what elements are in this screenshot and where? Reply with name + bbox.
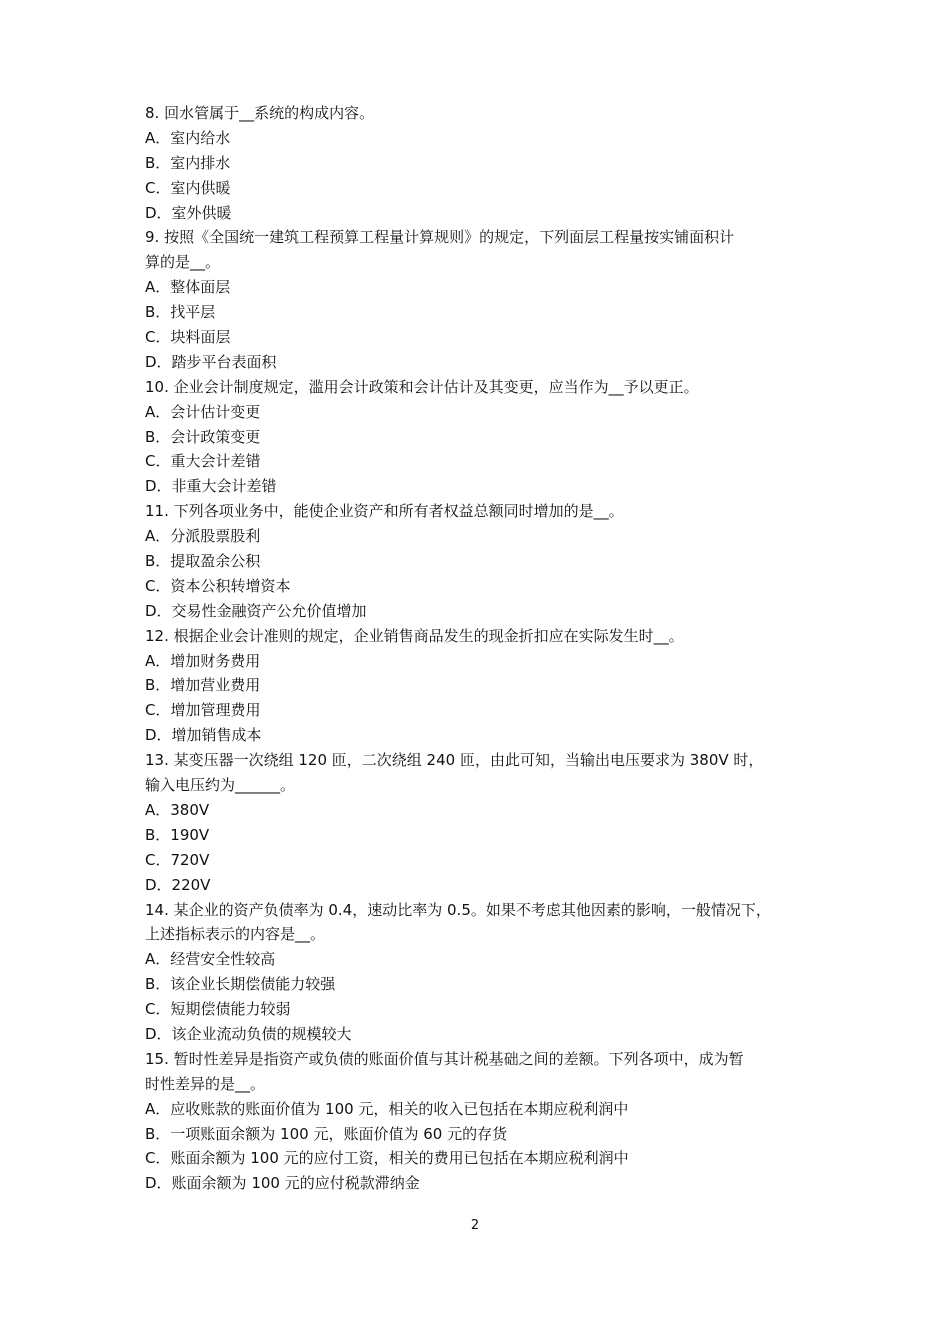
question-8: [145, 101, 815, 225]
option-d: D．增加销售成本: [145, 726, 262, 745]
option-d: D．踏步平台表面积: [145, 352, 277, 371]
option-a: A．经营安全性较高: [145, 950, 276, 969]
option-b: B．会计政策变更: [145, 427, 261, 446]
question-11: [145, 499, 815, 623]
option-c: C．账面余额为 100 元的应付工资，相关的费用已包括在本期应税利润中: [145, 1149, 629, 1168]
option-b: B．增加营业费用: [145, 676, 261, 695]
question-12: [145, 624, 815, 748]
option-a: A．会计估计变更: [145, 402, 261, 421]
option-d: D．室外供暖: [145, 203, 232, 222]
option-b: B．找平层: [145, 303, 216, 322]
question-text: 10. 企业会计制度规定，滥用会计政策和会计估计及其变更，应当作为__予以更正。: [145, 377, 699, 396]
option-b: B．该企业长期偿债能力较强: [145, 975, 336, 994]
question-text: 14. 某企业的资产负债率为 0.4，速动比率为 0.5。如果不考虑其他因素的影响，一般情况下，: [145, 900, 771, 919]
document-body: [145, 101, 815, 1196]
question-15: [145, 1047, 815, 1196]
option-c: C．室内供暖: [145, 178, 231, 197]
option-c: C．重大会计差错: [145, 452, 261, 471]
option-c: C．资本公积转增资本: [145, 576, 291, 595]
option-c: C．块料面层: [145, 328, 231, 347]
question-text: 8. 回水管属于__系统的构成内容。: [145, 104, 375, 122]
option-a: A．应收账款的账面价值为 100 元，相关的收入已包括在本期应税利润中: [145, 1099, 629, 1118]
option-b: B．一项账面余额为 100 元，账面价值为 60 元的存货: [145, 1124, 508, 1143]
question-text: 15. 暂时性差异是指资产或负债的账面价值与其计税基础之间的差额。下列各项中，成为暂: [145, 1049, 744, 1068]
question-9: [145, 225, 815, 374]
option-a: A．室内给水: [145, 128, 231, 147]
option-a: A．380V: [145, 800, 210, 819]
option-d: D．账面余额为 100 元的应付税款滞纳金: [145, 1174, 420, 1193]
question-text: 9. 按照《全国统一建筑工程预算工程量计算规则》的规定，下列面层工程量按实铺面积计: [145, 228, 735, 247]
question-text: 12. 根据企业会计准则的规定，企业销售商品发生的现金折扣应在实际发生时__。: [145, 626, 684, 645]
page-number: 2: [470, 1218, 480, 1233]
option-d: D．交易性金融资产公允价值增加: [145, 601, 367, 620]
option-a: A．分派股票股利: [145, 527, 261, 546]
question-text-continued: 时性差异的是__。: [145, 1074, 266, 1093]
option-b: B．提取盈余公积: [145, 552, 261, 571]
option-c: C．720V: [145, 850, 210, 869]
question-text-continued: 输入电压约为______。: [145, 776, 296, 795]
question-text-continued: 上述指标表示的内容是__。: [145, 925, 326, 944]
option-c: C．短期偿债能力较弱: [145, 1000, 291, 1019]
option-a: A．增加财务费用: [145, 651, 261, 670]
option-c: C．增加管理费用: [145, 701, 261, 720]
option-b: B．190V: [145, 825, 210, 844]
question-text: 13. 某变压器一次绕组 120 匝，二次绕组 240 匝，由此可知，当输出电压要求为 380V 时，: [145, 751, 764, 770]
question-text: 11. 下列各项业务中，能使企业资产和所有者权益总额同时增加的是__。: [145, 502, 624, 521]
option-a: A．整体面层: [145, 278, 231, 297]
option-d: D．该企业流动负债的规模较大: [145, 1024, 352, 1043]
option-b: B．室内排水: [145, 153, 231, 172]
question-text-continued: 算的是__。: [145, 253, 221, 272]
question-10: [145, 375, 815, 499]
option-d: D．非重大会计差错: [145, 477, 277, 496]
question-13: [145, 748, 815, 897]
question-14: [145, 898, 815, 1047]
option-d: D．220V: [145, 875, 211, 894]
